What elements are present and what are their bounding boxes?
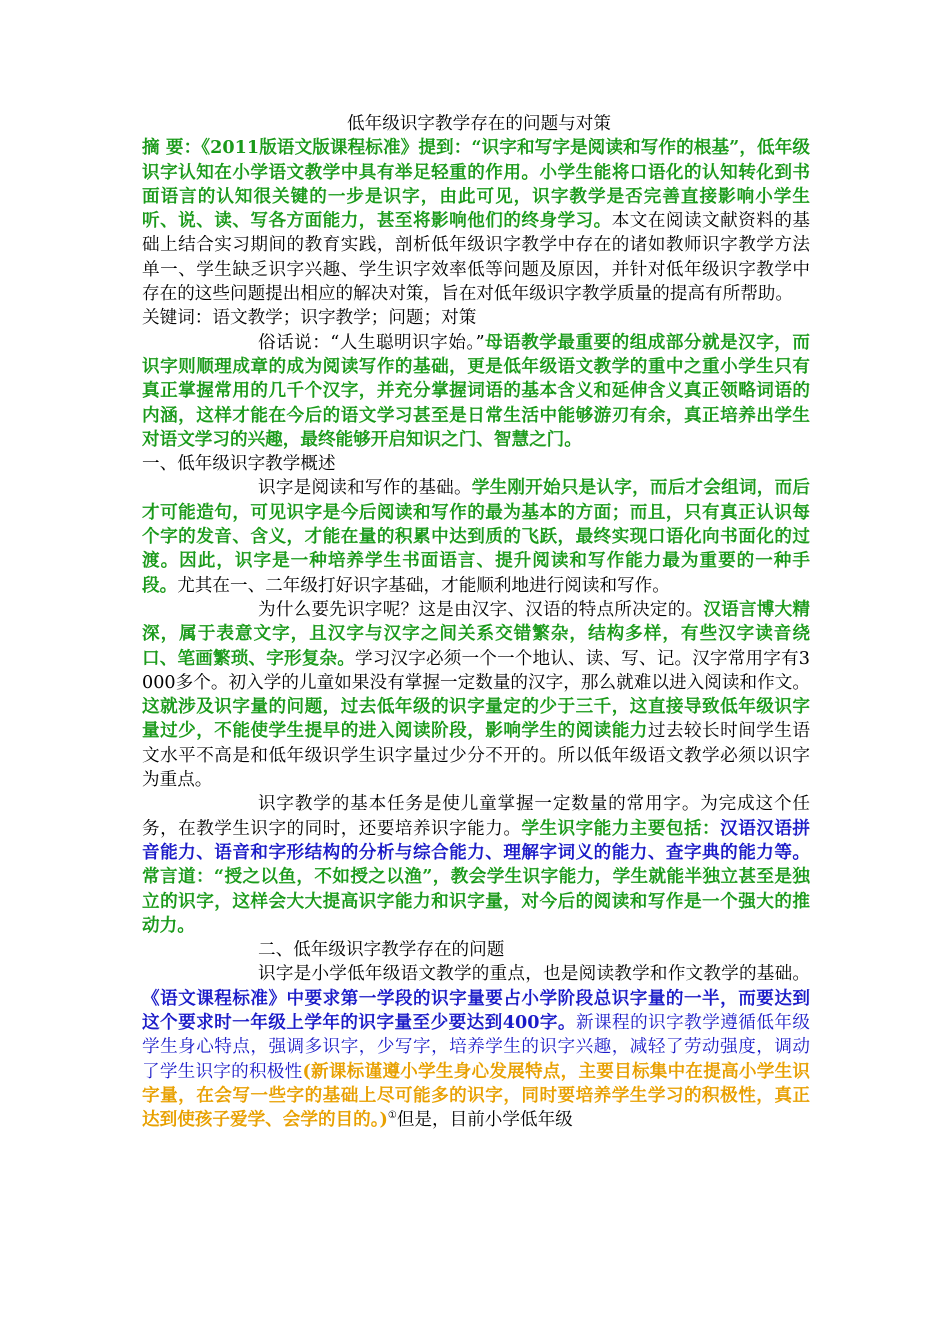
section1-heading: 一、低年级识字教学概述 xyxy=(142,454,336,475)
section2-p1-lead: 识字是小学低年级语文教学的重点，也是阅读教学和作文教学的基础。 xyxy=(258,964,810,985)
section2-p1-tail: 但是，目前小学低年级 xyxy=(396,1110,573,1131)
intro-paragraph xyxy=(142,331,810,452)
section2-p1-blue: 新课程的识字教学遵循低年级学生身心特点，强调多识字，少写字，培养学生的识字兴趣，减轻了劳动强度，调动了学生识字的积极性 xyxy=(142,1012,810,1082)
intro-quote: 俗话说：“人生聪明识字始。” xyxy=(258,332,485,353)
section1-p3-highlight-2: 常言道：“授之以鱼，不如授之以渔”，教会学生识字能力，学生就能半独立甚至是独立的识字，这样会大大提高识字能力和识字量，对今后的阅读和写作是一个强大的推动力。 xyxy=(142,866,810,936)
section2-p1-blue-bold: 《语文课程标准》中要求第一学段的识字量要占小学阶段总识字量的一半，而要达到这个要求时一年级上学年的识字量至少要达到400字。 xyxy=(142,987,810,1033)
keywords-line: 关键词：语文教学；识字教学；问题；对策 xyxy=(142,308,477,329)
footnote-marker: ① xyxy=(387,1110,397,1122)
section1-p3-blue-highlight: 汉语汉语拼音能力、语音和字形结构的分析与综合能力、理解字词义的能力、查字典的能力等。 xyxy=(142,817,810,863)
section2-paragraph-1 xyxy=(142,962,810,1132)
section2-p1-orange: (新课标谨遵小学生身心发展特点，主要目标集中在提高小学生识字量，在会写一些字的基础上尽可能多的识字，同时要培养学生学习的积极性，真正达到使孩子爱学、会学的目的。) xyxy=(142,1060,810,1131)
section1-p3-highlight: 学生识字能力主要包括： xyxy=(521,817,721,839)
abstract-highlight: 《2011版语文版课程标准》提到：“识字和写字是阅读和写作的根基”，低年级识字认知在小学语文教学中具有举足轻重的作用。小学生能将口语化的认知转化到书面语言的认知很关键的一步是识字，由此可见，识字教学是否完善直接影响小学生听、说、读、写各方面能力，甚至将影响他们的终身学习。 xyxy=(142,137,810,232)
section1-paragraph-1 xyxy=(142,476,810,597)
section2-heading: 二、低年级识字教学存在的问题 xyxy=(258,940,505,961)
section1-p1-tail: 尤其在一、二年级打好识字基础，才能顺利地进行阅读和写作。 xyxy=(177,575,670,596)
abstract-label: 摘 要： xyxy=(142,137,202,159)
section1-p1-lead: 识字是阅读和写作的基础。 xyxy=(258,478,472,499)
section1-p1-highlight: 学生刚开始只是认字，而后才会组词，而后才可能造句，可见识字是今后阅读和写作的最为基本的方面；而且，只有真正认识每个字的发音、含义，才能在量的积累中达到质的飞跃，最终实现口语化向书面化的过渡。因此，识字是一种培养学生书面语言、提升阅读和写作能力最为重要的一种手段。 xyxy=(142,477,810,596)
section1-p2-tail: 过去较长时间学生语文水平不高是和低年级识学生识字量过少分不开的。所以低年级语文教学必须以识字为重点。 xyxy=(142,721,810,791)
section1-p2-middle: 学习汉字必须一个一个地认、读、写、记。汉字常用字有3000多个。初入学的儿童如果没有掌握一定数量的汉字，那么就难以进入阅读和作文。 xyxy=(142,648,810,693)
section1-p2-highlight: 汉语言博大精深，属于表意文字，且汉字与汉字之间关系交错繁杂，结构多样，有些汉字读音绕口、笔画繁琐、字形复杂。 xyxy=(142,598,810,669)
section1-p2-lead: 为什么要先识字呢？这是由汉字、汉语的特点所决定的。 xyxy=(258,599,704,620)
section1-p2-highlight-2: 这就涉及识字量的问题，过去低年级的识字量定的少于三千，这直接导致低年级识字量过少，不能使学生提早的进入阅读阶段，影响学生的阅读能力 xyxy=(142,696,810,742)
abstract-paragraph xyxy=(142,136,810,306)
document-page xyxy=(142,112,810,1132)
document-title: 低年级识字教学存在的问题与对策 xyxy=(347,114,611,134)
section1-paragraph-2 xyxy=(142,598,810,792)
abstract-body: 本文在阅读文献资料的基础上结合实习期间的教育实践，剖析低年级识字教学中存在的诸如教师识字教学方法单一、学生缺乏识字兴趣、学生识字效率低等问题及原因，并针对低年级识字教学中存在的这些问题提出相应的解决对策，旨在对低年级识字教学质量的提高有所帮助。 xyxy=(142,211,810,305)
intro-highlight: 母语教学最重要的组成部分就是汉字，而识字则顺理成章的成为阅读写作的基础，更是低年级语文教学的重中之重小学生只有真正掌握常用的几千个汉字，并充分掌握词语的基本含义和延伸含义真正领略词语的内涵，这样才能在今后的语文学习甚至是日常生活中能够游刃有余，真正培养出学生对语文学习的兴趣，最终能够开启知识之门、智慧之门。 xyxy=(142,331,810,450)
section1-paragraph-3 xyxy=(142,792,810,938)
section1-p3-lead: 识字教学的基本任务是使儿童掌握一定数量的常用字。为完成这个任务，在教学生识字的同时，还要培养识字能力。 xyxy=(142,794,810,839)
